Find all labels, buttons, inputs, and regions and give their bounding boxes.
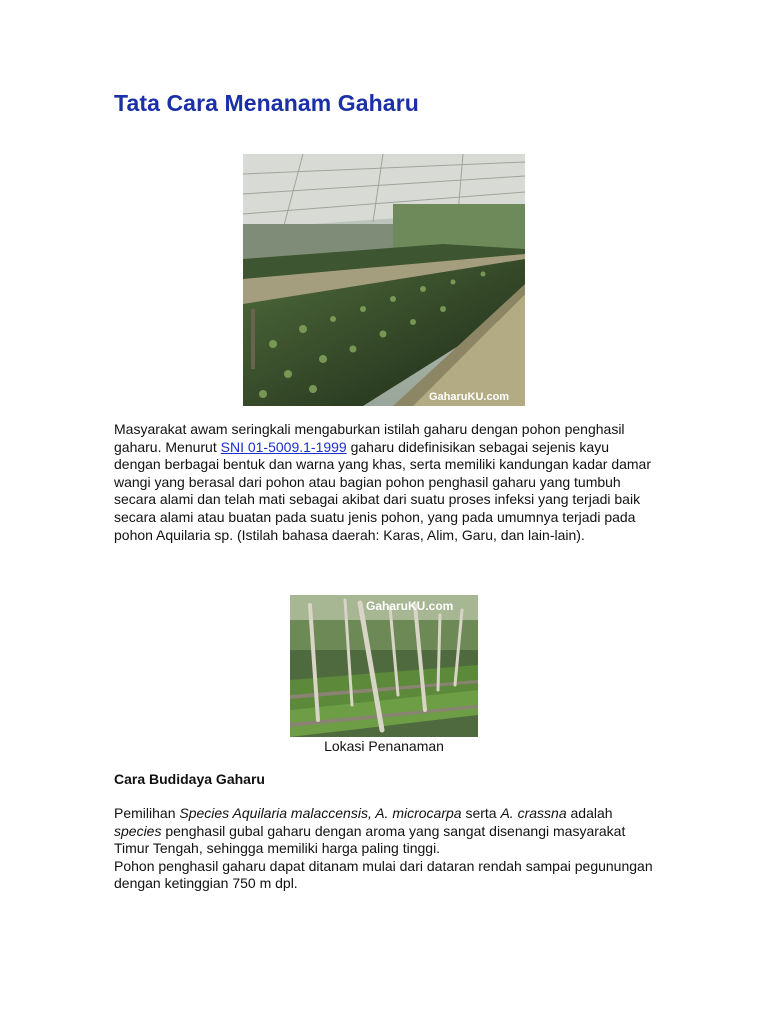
sni-link[interactable]: SNI 01-5009.1-1999 bbox=[220, 438, 347, 455]
page-title: Tata Cara Menanam Gaharu bbox=[114, 90, 419, 116]
section-paragraph-line2: Pohon penghasil gaharu dapat ditanam mulai dari dataran rendah sampai pegunungan dengan ketinggian 750 m dpl. bbox=[114, 857, 653, 892]
photo-caption: Lokasi Penanaman bbox=[324, 738, 444, 754]
intro-paragraph: Masyarakat awam seringkali mengaburkan istilah gaharu dengan pohon penghasil gaharu. Menurut SNI 01-5009.1-1999 gaharu didefinisikan sebagai sejenis kayu dengan berbagai bentuk dan warna yang khas, serta memiliki kandungan kadar damar wangi yang berasal dari pohon atau bagian pohon penghasil gaharu yang tumbuh secara alami dan telah mati sebagai akibat dari suatu proses infeksi yang terjadi baik secara alami atau buatan pada suatu jenis pohon, yang pada umumnya terjadi pada pohon Aquilaria sp. (Istilah bahasa daerah: Karas, Alim, Garu, dan lain-lain). bbox=[114, 421, 652, 543]
photo-watermark: GaharuKU.com bbox=[429, 391, 510, 403]
section-heading: Cara Budidaya Gaharu bbox=[114, 771, 265, 787]
nursery-photo bbox=[243, 154, 525, 406]
planting-location-photo bbox=[290, 595, 478, 737]
photo-watermark: GaharuKU.com bbox=[366, 599, 454, 613]
section-paragraph: Pemilihan Species Aquilaria malaccensis, A. microcarpa serta A. crassna adalah species penghasil gubal gaharu dengan aroma yang sangat disenangi masyarakat Timur Tengah, sehingga memiliki harga paling tinggi. Pohon penghasil gaharu dapat ditanam mulai dari dataran rendah sampai pegunungan dengan ketinggian 750 m dpl. bbox=[114, 805, 659, 893]
